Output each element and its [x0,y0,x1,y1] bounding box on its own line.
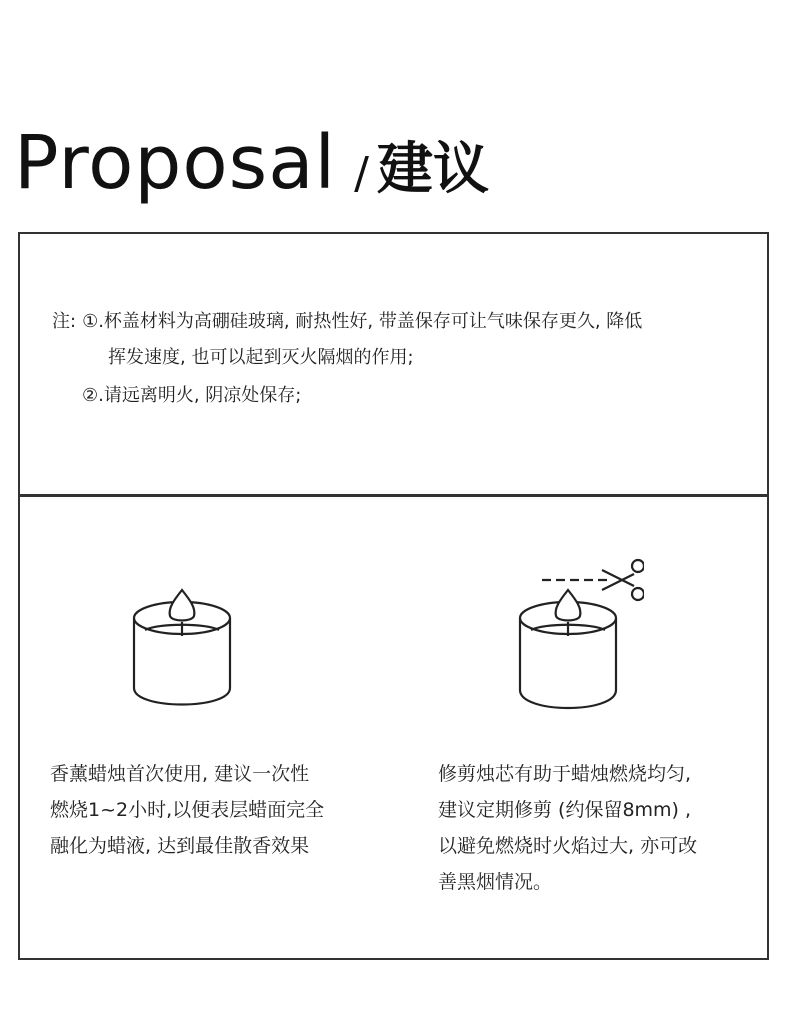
title-chinese: 建议 [376,137,489,202]
tip-left-line-1: 香薰蜡烛首次使用, 建议一次性 [50,763,310,785]
note-prefix: 注: [52,311,77,332]
tip-trim-wick [438,756,758,900]
notes-panel [18,232,769,497]
tip-left-line-2: 燃烧1~2小时,以便表层蜡面完全 [50,799,325,821]
note-item-1-line-1: ①.杯盖材料为高硼硅玻璃, 耐热性好, 带盖保存可让气味保存更久, 降低 [82,311,643,332]
page-title [14,120,489,206]
title-english: Proposal [14,120,337,206]
tip-first-use [50,756,370,864]
tips-panel [18,494,769,960]
note-item-1 [52,310,642,334]
note-item-1-line-2: 挥发速度, 也可以起到灭火隔烟的作用; [108,347,414,368]
tip-left-line-3: 融化为蜡液, 达到最佳散香效果 [50,835,310,857]
tip-right-line-2: 建议定期修剪 (约保留8mm) , [438,799,692,821]
title-separator: / [354,148,369,199]
trim-candle-icon [514,556,644,724]
tip-right-line-1: 修剪烛芯有助于蜡烛燃烧均匀, [438,763,692,785]
note-item-2: ②.请远离明火, 阴凉处保存; [82,385,302,406]
tip-right-line-4: 善黑烟情况。 [438,871,553,893]
tip-right-line-3: 以避免燃烧时火焰过大, 亦可改 [438,835,698,857]
candle-icon [130,582,234,722]
